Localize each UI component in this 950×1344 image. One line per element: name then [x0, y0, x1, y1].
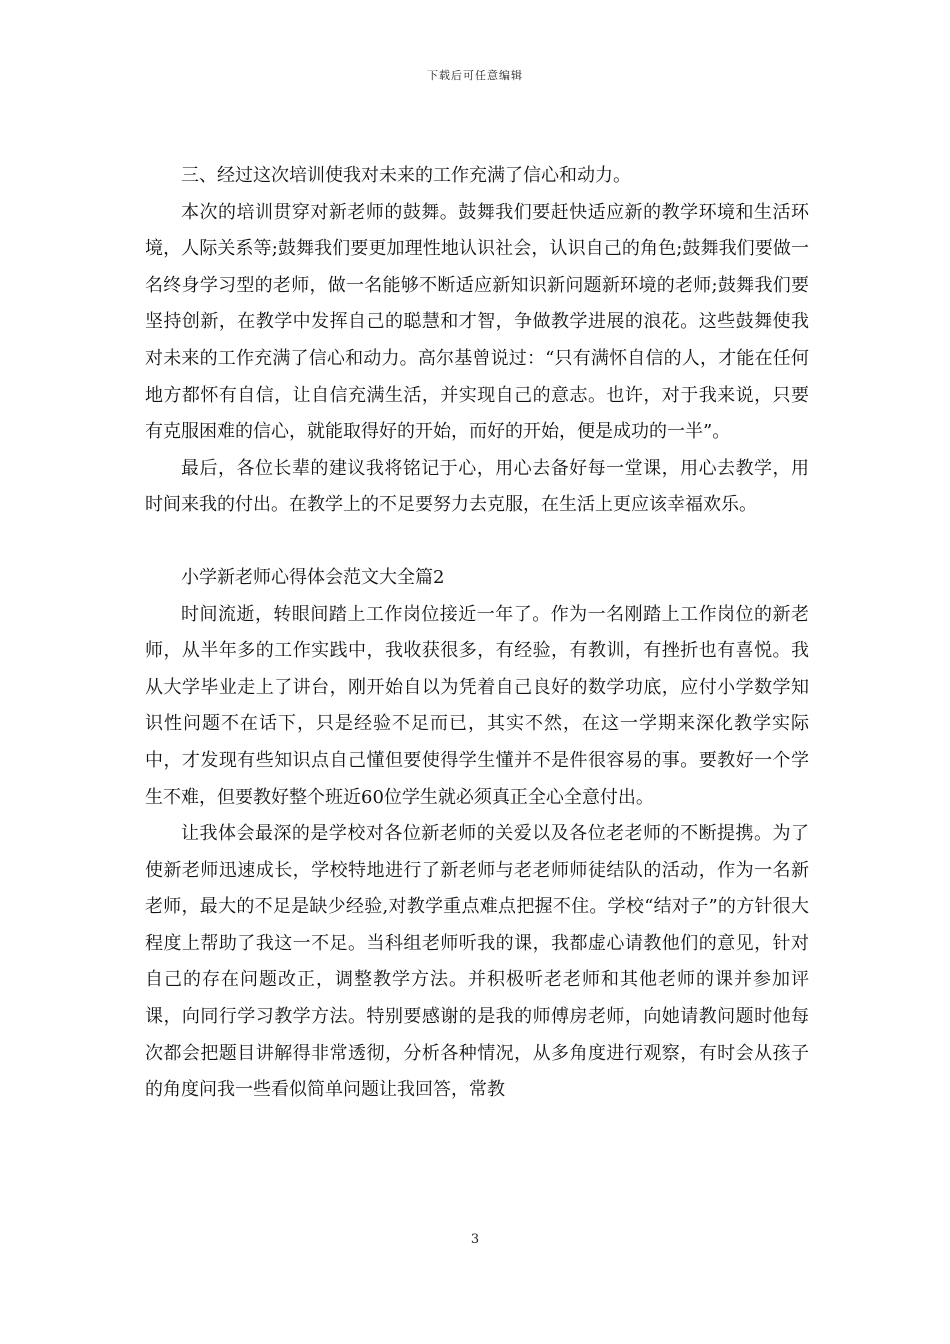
- section-spacer: [145, 524, 809, 560]
- page-number: 3: [470, 1232, 480, 1247]
- document-body: [145, 158, 809, 1109]
- section-title: 小学新老师心得体会范文大全篇2: [181, 566, 445, 588]
- paragraph: 三、经过这次培训使我对未来的工作充满了信心和动力。: [181, 165, 631, 186]
- paragraph: 本次的培训贯穿对新老师的鼓舞。鼓舞我们要赶快适应新的教学环境和生活环境，人际关系等;鼓舞我们要更加理性地认识社会，认识自己的角色;鼓舞我们要做一名终身学习型的老师，做一名能够不断适应新知识新问题新环境的老师;鼓舞我们要坚持创新，在教学中发挥自己的聪慧和才智，争做教学进展的浪花。这些鼓舞使我对未来的工作充满了信心和动力。高尔基曾说过：“只有满怀自信的人，才能在任何地方都怀有自信，让自信充满生活，并实现自己的意志。也许，对于我来说，只要有克服困难的信心，就能取得好的开始，而好的开始，便是成功的一半”。: [145, 201, 809, 443]
- paragraph: 最后，各位长辈的建议我将铭记于心，用心去备好每一堂课，用心去教学，用时间来我的付出。在教学上的不足要努力去克服，在生活上更应该幸福欢乐。: [145, 457, 809, 516]
- page-header: 下载后可任意编辑: [427, 69, 523, 82]
- paragraph: 让我体会最深的是学校对各位新老师的关爱以及各位老老师的不断提携。为了使新老师迅速成长，学校特地进行了新老师与老老师师徒结队的活动，作为一名新老师，最大的不足是缺少经验,对教学重点难点把握不住。学校“结对子”的方针很大程度上帮助了我这一不足。当科组老师听我的课，我都虚心请教他们的意见，针对自己的存在问题改正，调整教学方法。并积极听老老师和其他老师的课并参加评课，向同行学习教学方法。特别要感谢的是我的师傅房老师，向她请教问题时他每次都会把题目讲解得非常透彻，分析各种情况，从多角度进行观察，有时会从孩子的角度问我一些看似简单问题让我回答，常教: [145, 823, 809, 1101]
- paragraph: 时间流逝，转眼间踏上工作岗位接近一年了。作为一名刚踏上工作岗位的新老师，从半年多的工作实践中，我收获很多，有经验，有教训，有挫折也有喜悦。我从大学毕业走上了讲台，刚开始自以为凭着自己良好的数学功底，应付小学数学知识性问题不在话下，只是经验不足而已，其实不然，在这一学期来深化教学实际中，才发现有些知识点自己懂但要使得学生懂并不是件很容易的事。要教好一个学生不难，但要教好整个班近60位学生就必须真正全心全意付出。: [145, 603, 809, 808]
